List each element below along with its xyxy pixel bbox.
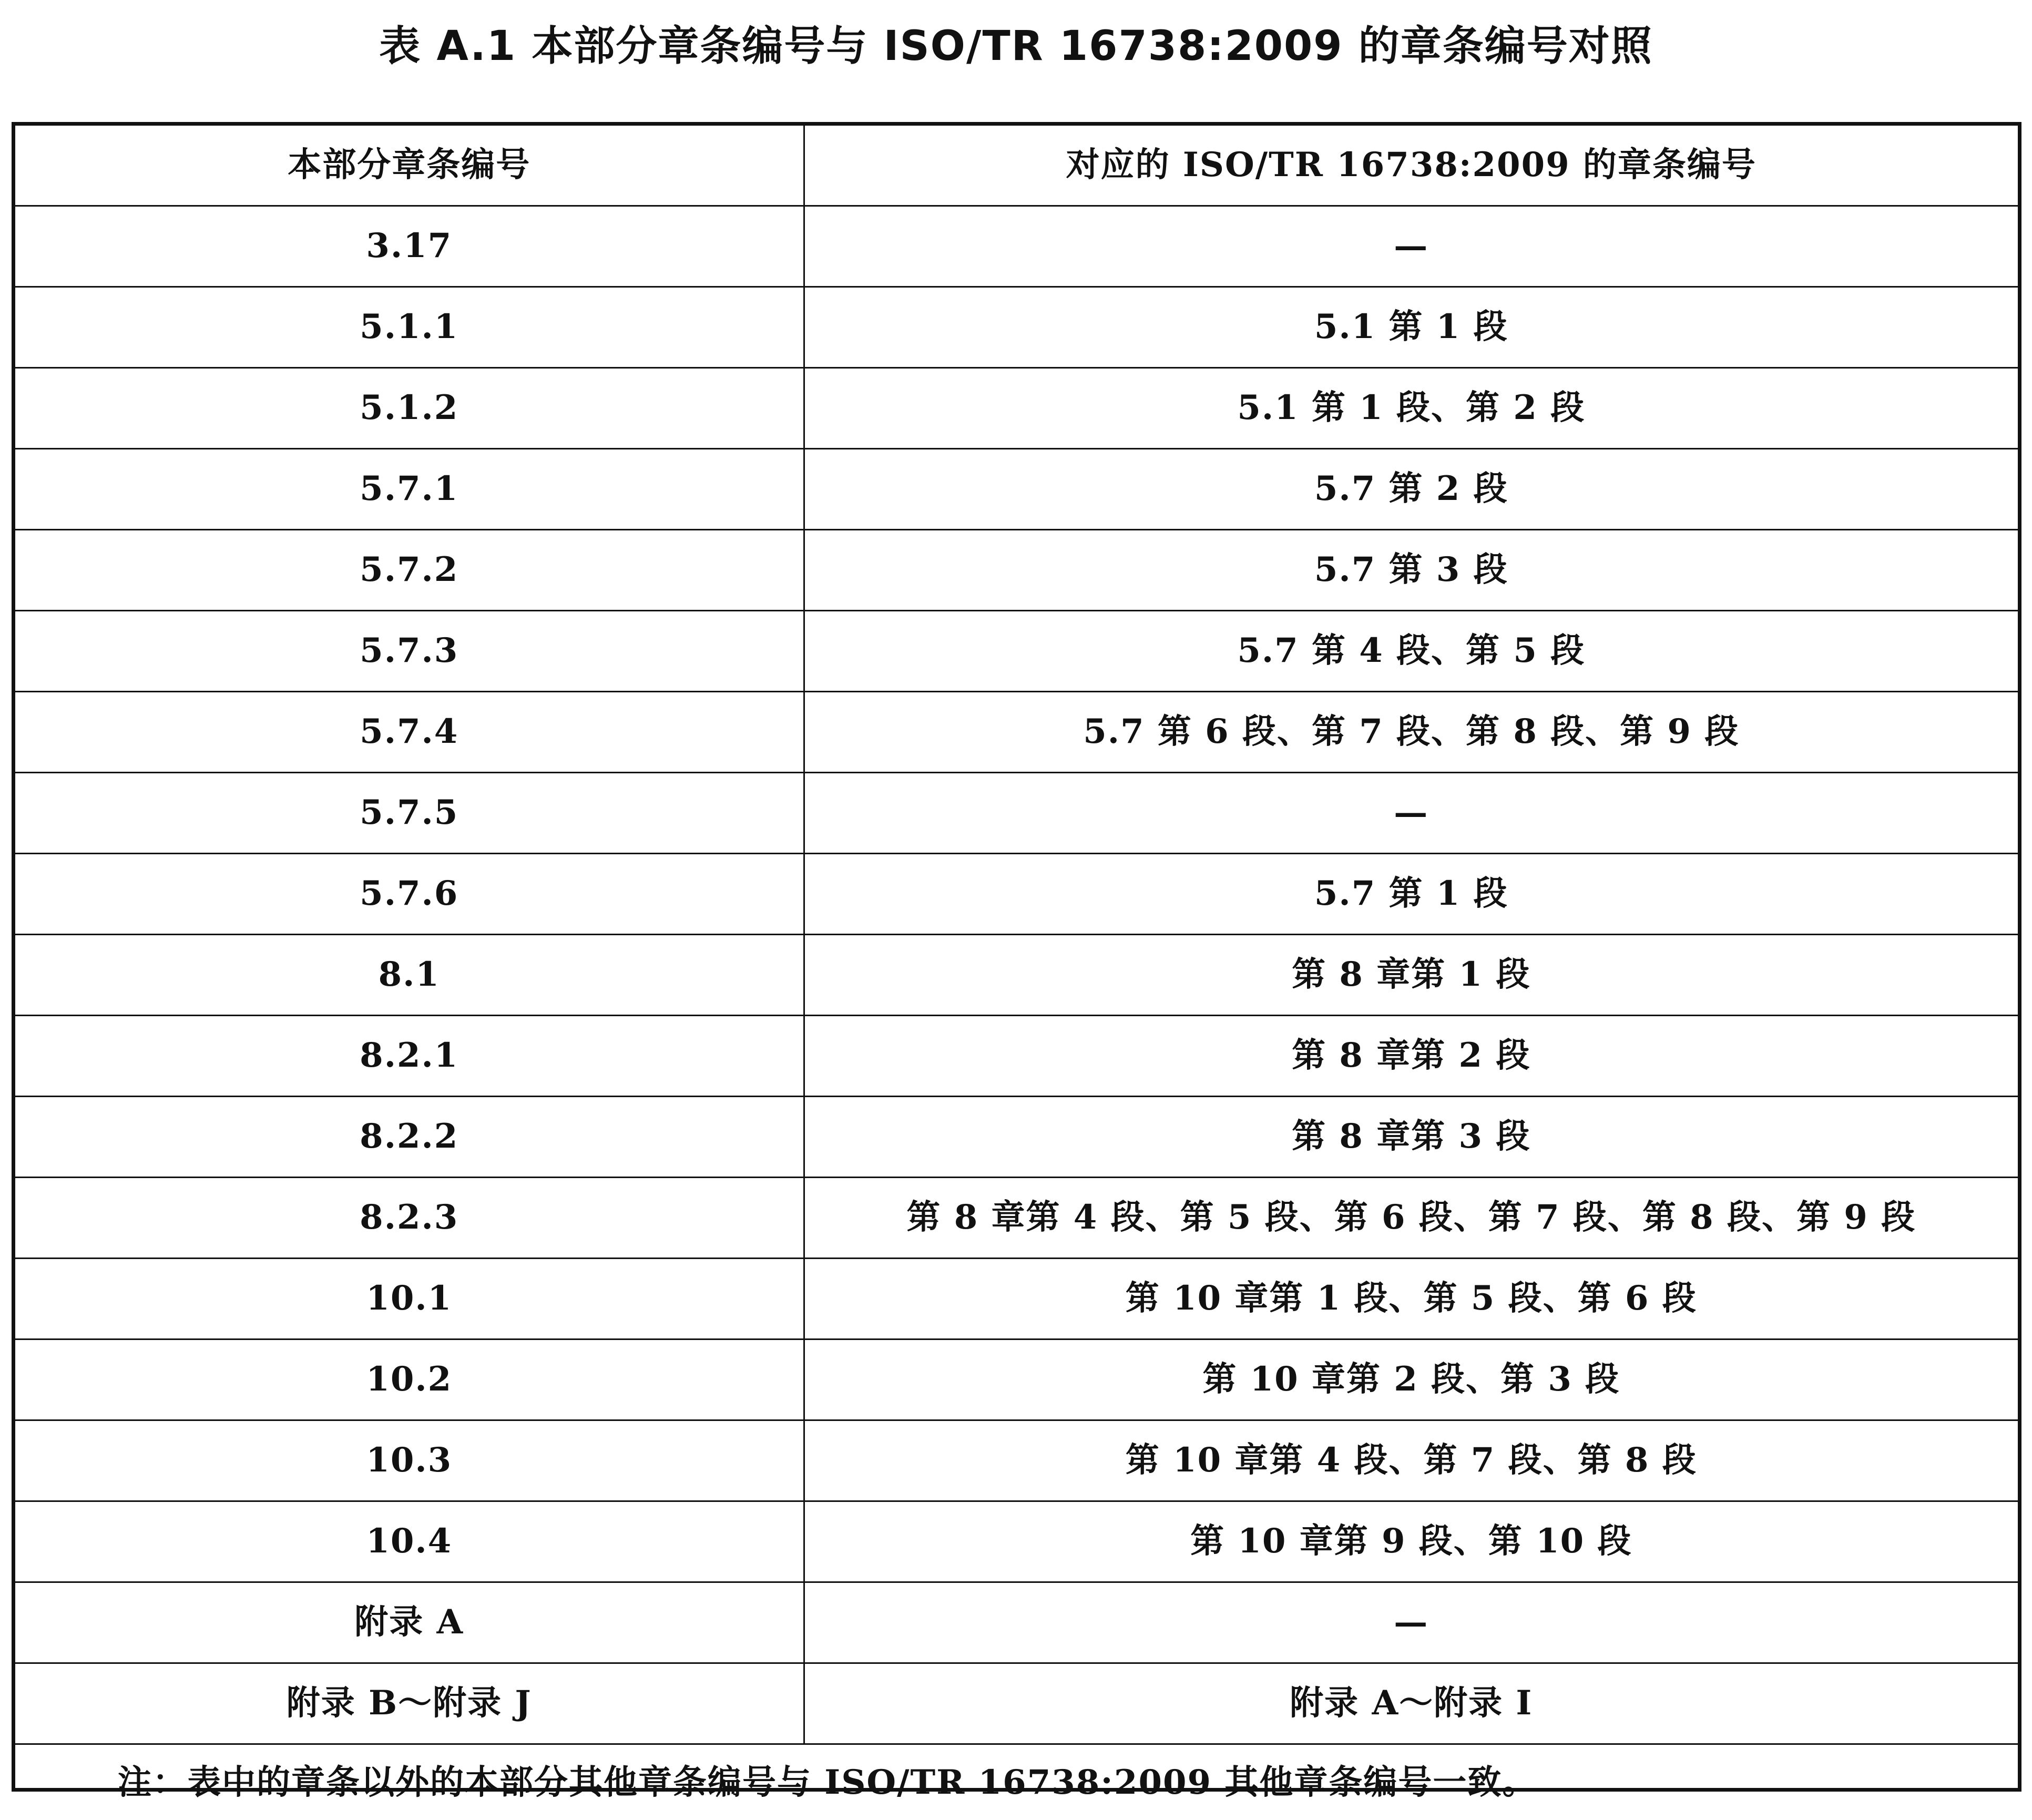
- cell-iso-clause: 5.7 第 6 段、第 7 段、第 8 段、第 9 段: [804, 692, 2018, 773]
- cell-iso-clause: 第 8 章第 2 段: [804, 1016, 2018, 1097]
- table-row: [15, 773, 2018, 854]
- cell-iso-clause: 5.7 第 1 段: [804, 854, 2018, 935]
- cell-iso-clause: 第 10 章第 2 段、第 3 段: [804, 1340, 2018, 1420]
- clause-mapping-table: [15, 126, 2018, 1745]
- cell-this-part-clause: 10.1: [15, 1259, 804, 1340]
- table-row: [15, 206, 2018, 287]
- cell-this-part-clause: 附录 A: [15, 1582, 804, 1663]
- cell-this-part-clause: 5.7.3: [15, 611, 804, 692]
- cell-iso-clause: 5.7 第 3 段: [804, 530, 2018, 611]
- table-row: [15, 287, 2018, 368]
- cell-this-part-clause: 3.17: [15, 206, 804, 287]
- cell-iso-clause: 第 8 章第 1 段: [804, 935, 2018, 1016]
- table-row: [15, 1501, 2018, 1582]
- cell-this-part-clause: 5.1.1: [15, 287, 804, 368]
- table-note: 注：表中的章条以外的本部分其他章条编号与 ISO/TR 16738:2009 其他章条编号一致。: [118, 1763, 1537, 1802]
- table-row: [15, 611, 2018, 692]
- cell-this-part-clause: 5.7.6: [15, 854, 804, 935]
- header-iso-clause: 对应的 ISO/TR 16738:2009 的章条编号: [804, 126, 2018, 206]
- cell-iso-clause: 5.1 第 1 段: [804, 287, 2018, 368]
- table-header-row: [15, 126, 2018, 206]
- cell-iso-clause: 5.7 第 2 段: [804, 449, 2018, 530]
- cell-iso-clause: 5.7 第 4 段、第 5 段: [804, 611, 2018, 692]
- cell-iso-clause: 附录 A～附录 I: [804, 1663, 2018, 1744]
- cell-this-part-clause: 8.2.1: [15, 1016, 804, 1097]
- table-row: [15, 1420, 2018, 1501]
- table-row: [15, 1016, 2018, 1097]
- table-row: [15, 854, 2018, 935]
- cell-iso-clause: 第 10 章第 4 段、第 7 段、第 8 段: [804, 1420, 2018, 1501]
- cell-iso-clause: —: [804, 206, 2018, 287]
- table-row: [15, 1178, 2018, 1259]
- table-title: 表 A.1 本部分章条编号与 ISO/TR 16738:2009 的章条编号对照: [379, 23, 1653, 70]
- cell-this-part-clause: 8.2.3: [15, 1178, 804, 1259]
- table-row: [15, 1582, 2018, 1663]
- cell-this-part-clause: 5.7.2: [15, 530, 804, 611]
- cell-iso-clause: 第 8 章第 3 段: [804, 1097, 2018, 1178]
- cell-iso-clause: —: [804, 773, 2018, 854]
- cell-this-part-clause: 附录 B～附录 J: [15, 1663, 804, 1744]
- table-row: [15, 449, 2018, 530]
- cell-this-part-clause: 8.2.2: [15, 1097, 804, 1178]
- table-row: [15, 935, 2018, 1016]
- cell-iso-clause: 第 8 章第 4 段、第 5 段、第 6 段、第 7 段、第 8 段、第 9 段: [804, 1178, 2018, 1259]
- table-row: [15, 1663, 2018, 1744]
- cell-iso-clause: 5.1 第 1 段、第 2 段: [804, 368, 2018, 449]
- cell-this-part-clause: 10.2: [15, 1340, 804, 1420]
- cell-this-part-clause: 8.1: [15, 935, 804, 1016]
- cell-this-part-clause: 10.3: [15, 1420, 804, 1501]
- cell-iso-clause: 第 10 章第 1 段、第 5 段、第 6 段: [804, 1259, 2018, 1340]
- table-row: [15, 1097, 2018, 1178]
- cell-iso-clause: —: [804, 1582, 2018, 1663]
- cell-this-part-clause: 5.7.4: [15, 692, 804, 773]
- cell-iso-clause: 第 10 章第 9 段、第 10 段: [804, 1501, 2018, 1582]
- table-row: [15, 692, 2018, 773]
- cell-this-part-clause: 5.7.5: [15, 773, 804, 854]
- cell-this-part-clause: 5.1.2: [15, 368, 804, 449]
- table-row: [15, 368, 2018, 449]
- mapping-table-frame: [12, 122, 2021, 1802]
- header-this-part-clause: 本部分章条编号: [15, 126, 804, 206]
- table-row: [15, 1259, 2018, 1340]
- table-row: [15, 530, 2018, 611]
- cell-this-part-clause: 5.7.1: [15, 449, 804, 530]
- cell-this-part-clause: 10.4: [15, 1501, 804, 1582]
- table-row: [15, 1340, 2018, 1420]
